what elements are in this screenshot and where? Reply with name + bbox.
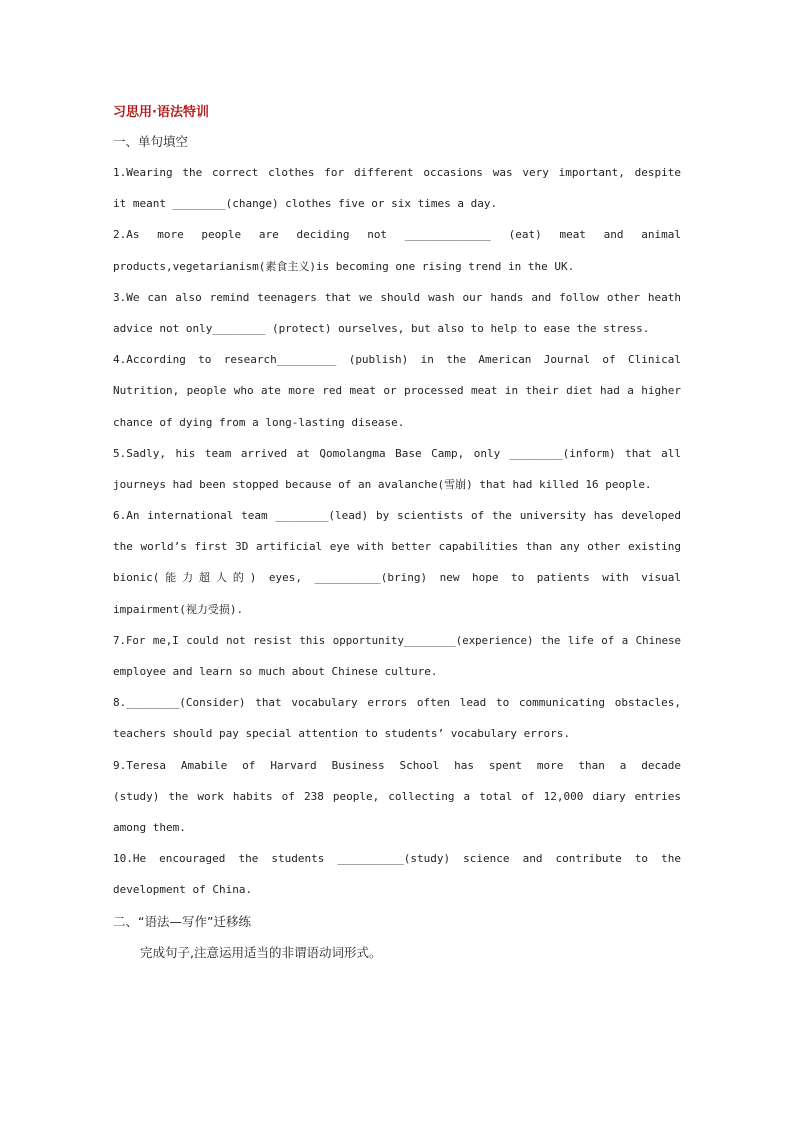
- worksheet-page: [113, 100, 681, 968]
- exercise-line: Nutrition, people who ate more red meat or processed meat in their diet had a higher: [113, 384, 681, 398]
- exercise-line: 10.He encouraged the students __________(study) science and contribute to the: [113, 852, 681, 866]
- section-instruction: 完成句子,注意运用适当的非谓语动词形式。: [140, 944, 382, 960]
- exercise-line: 1.Wearing the correct clothes for different occasions was very important, despite: [113, 166, 681, 179]
- exercise-line: 2.As more people are deciding not _____________ (eat) meat and animal: [113, 228, 681, 242]
- exercise-line: 7.For me,I could not resist this opportunity________(experience) the life of a Chinese: [113, 633, 681, 647]
- exercise-line: journeys had been stopped because of an avalanche(雪崩) that had killed 16 people.: [113, 477, 652, 491]
- exercise-line: 4.According to research_________ (publish) in the American Journal of Clinical: [113, 353, 681, 367]
- exercise-line: 6.An international team ________(lead) by scientists of the university has developed: [113, 509, 681, 523]
- section-title-fill-in: 一、单句填空: [113, 134, 189, 149]
- exercise-line: the world’s first 3D artificial eye with better capabilities than any other existing: [113, 540, 681, 554]
- exercise-line: advice not only________ (protect) ourselves, but also to help to ease the stress.: [113, 321, 650, 335]
- exercise-line: 3.We can also remind teenagers that we should wash our hands and follow other heath: [113, 290, 681, 304]
- exercise-line: bionic(能力超人的) eyes, __________(bring) new hope to patients with visual: [113, 571, 681, 585]
- exercise-line: chance of dying from a long-lasting disease.: [113, 415, 405, 429]
- exercise-line: products,vegetarianism(素食主义)is becoming one rising trend in the UK.: [113, 259, 575, 273]
- page-title: 习思用·语法特训: [113, 105, 209, 120]
- exercise-line: 9.Teresa Amabile of Harvard Business School has spent more than a decade: [113, 758, 681, 772]
- exercise-line: (study) the work habits of 238 people, collecting a total of 12,000 diary entries: [113, 789, 681, 803]
- exercise-line: it meant ________(change) clothes five or six times a day.: [113, 197, 498, 211]
- exercise-line: development of China.: [113, 883, 253, 897]
- exercise-line: 8.________(Consider) that vocabulary errors often lead to communicating obstacles,: [113, 696, 681, 710]
- section-title-grammar-writing: 二、“语法—写作”迁移练: [113, 913, 251, 929]
- exercise-line: among them.: [113, 820, 186, 834]
- exercise-line: teachers should pay special attention to students’ vocabulary errors.: [113, 727, 570, 741]
- exercise-line: impairment(视力受损).: [113, 602, 244, 616]
- exercise-line: 5.Sadly, his team arrived at Qomolangma Base Camp, only ________(inform) that all: [113, 446, 681, 460]
- exercise-line: employee and learn so much about Chinese culture.: [113, 665, 438, 678]
